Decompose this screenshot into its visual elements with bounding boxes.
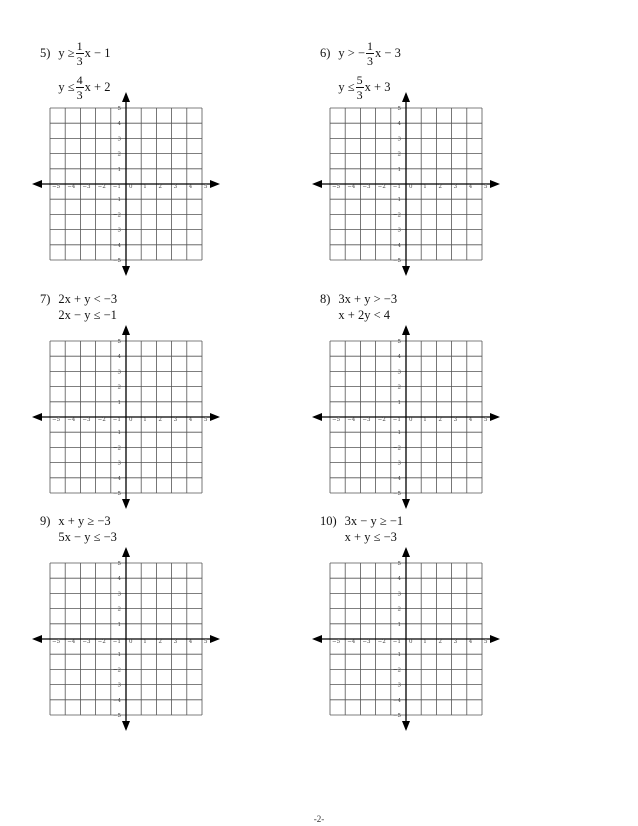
y-tick-label: 4 xyxy=(117,576,121,583)
x-axis-right-arrow-icon xyxy=(490,635,500,643)
coordinate-grid[interactable] xyxy=(306,327,518,509)
x-tick-label: 2 xyxy=(438,184,442,190)
x-tick-label: −3 xyxy=(362,417,371,423)
y-tick-label: −3 xyxy=(112,227,121,234)
x-tick-label: 2 xyxy=(438,417,442,423)
y-tick-label: −4 xyxy=(112,475,121,482)
x-tick-label: 0 xyxy=(129,184,133,190)
coordinate-grid[interactable] xyxy=(26,549,238,731)
x-axis-right-arrow-icon xyxy=(490,180,500,188)
x-tick-label: −1 xyxy=(112,417,121,423)
x-tick-label: −1 xyxy=(392,184,401,190)
y-axis-down-arrow-icon xyxy=(402,721,410,731)
x-tick-label: 4 xyxy=(468,184,473,190)
x-tick-label: 4 xyxy=(468,639,473,645)
y-tick-label: −2 xyxy=(112,667,121,674)
coordinate-grid[interactable] xyxy=(26,94,238,276)
y-tick-label: 4 xyxy=(397,354,401,361)
y-tick-label: −1 xyxy=(392,652,401,659)
y-tick-label: −5 xyxy=(392,713,401,719)
y-axis-up-arrow-icon xyxy=(402,547,410,557)
fraction xyxy=(366,40,374,67)
x-axis-right-arrow-icon xyxy=(210,180,220,188)
x-tick-label: −2 xyxy=(377,417,386,423)
fraction-numerator: 1 xyxy=(367,39,374,53)
y-axis-up-arrow-icon xyxy=(122,547,130,557)
y-tick-label: −1 xyxy=(392,430,401,437)
problem-6 xyxy=(320,39,620,264)
y-axis-up-arrow-icon xyxy=(402,92,410,102)
x-tick-label: 5 xyxy=(484,639,488,645)
x-tick-label: 4 xyxy=(188,184,193,190)
y-tick-label: 4 xyxy=(117,121,121,128)
x-axis-left-arrow-icon xyxy=(32,413,42,421)
x-axis-right-arrow-icon xyxy=(490,413,500,421)
y-tick-label: 1 xyxy=(117,166,121,173)
y-tick-label: −2 xyxy=(392,212,401,219)
inequality-text: x − 3 xyxy=(375,46,401,61)
y-tick-label: −4 xyxy=(112,242,121,249)
inequality-line-1 xyxy=(320,40,401,67)
x-tick-label: −3 xyxy=(82,417,91,423)
fraction-denominator: 3 xyxy=(76,54,83,68)
y-tick-label: 3 xyxy=(117,591,121,598)
x-tick-label: −4 xyxy=(347,184,356,190)
y-tick-label: 2 xyxy=(397,151,401,158)
fraction-denominator: 3 xyxy=(356,88,363,102)
x-tick-label: 1 xyxy=(423,639,427,645)
x-tick-label: 0 xyxy=(409,417,413,423)
x-axis-left-arrow-icon xyxy=(312,635,322,643)
x-tick-label: 4 xyxy=(188,639,193,645)
y-axis-down-arrow-icon xyxy=(122,266,130,276)
inequality-text: x + 2 xyxy=(84,80,111,95)
x-tick-label: 4 xyxy=(188,417,193,423)
x-tick-label: −4 xyxy=(67,417,76,423)
inequality-text: x + 2y < 4 xyxy=(338,308,391,322)
x-tick-label: 3 xyxy=(173,417,178,423)
x-tick-label: 0 xyxy=(129,417,133,423)
y-tick-label: 4 xyxy=(117,354,121,361)
y-tick-label: −3 xyxy=(392,227,401,234)
inequality-text: x + 3 xyxy=(364,80,391,95)
y-tick-label: −5 xyxy=(112,258,121,264)
x-axis-left-arrow-icon xyxy=(312,413,322,421)
y-tick-label: 2 xyxy=(397,606,401,613)
y-axis-up-arrow-icon xyxy=(122,92,130,102)
problem-number: 8) xyxy=(320,292,331,306)
y-axis-down-arrow-icon xyxy=(122,721,130,731)
coordinate-grid[interactable] xyxy=(26,327,238,509)
x-tick-label: −2 xyxy=(97,417,106,423)
problem-7 xyxy=(40,293,340,513)
x-tick-label: 1 xyxy=(423,417,427,423)
inequality-line-1 xyxy=(320,293,397,306)
fraction-denominator: 3 xyxy=(367,54,374,68)
x-tick-label: 5 xyxy=(204,639,208,645)
x-tick-label: 2 xyxy=(158,417,162,423)
y-tick-label: −5 xyxy=(392,491,401,497)
x-tick-label: −1 xyxy=(112,639,121,645)
fraction-numerator: 5 xyxy=(356,73,363,87)
y-axis-down-arrow-icon xyxy=(122,499,130,509)
y-tick-label: −4 xyxy=(112,697,121,704)
y-tick-label: −1 xyxy=(112,652,121,659)
y-tick-label: 4 xyxy=(397,121,401,128)
x-tick-label: −2 xyxy=(97,184,106,190)
inequality-text: y ≤ xyxy=(58,80,75,95)
y-tick-label: −2 xyxy=(112,445,121,452)
x-tick-label: 5 xyxy=(204,184,208,190)
x-axis-right-arrow-icon xyxy=(210,413,220,421)
x-tick-label: −5 xyxy=(52,639,61,645)
inequality-text: y > − xyxy=(338,46,366,61)
x-tick-label: −3 xyxy=(82,184,91,190)
inequality-text: y ≤ xyxy=(338,80,355,95)
x-tick-label: −4 xyxy=(347,417,356,423)
inequality-text: x + y ≥ −3 xyxy=(58,514,111,528)
y-tick-label: −2 xyxy=(112,212,121,219)
y-axis-down-arrow-icon xyxy=(402,499,410,509)
y-tick-label: −1 xyxy=(392,197,401,204)
y-tick-label: −3 xyxy=(112,682,121,689)
x-tick-label: 0 xyxy=(129,639,133,645)
inequality-line-2 xyxy=(320,309,390,322)
coordinate-grid[interactable] xyxy=(306,549,518,731)
y-tick-label: 2 xyxy=(397,384,401,391)
x-tick-label: 2 xyxy=(158,639,162,645)
inequality-text: 3x − y ≥ −1 xyxy=(344,514,404,528)
x-axis-right-arrow-icon xyxy=(210,635,220,643)
inequality-text: 2x + y < −3 xyxy=(58,292,118,306)
x-tick-label: −2 xyxy=(377,184,386,190)
x-tick-label: 3 xyxy=(453,639,458,645)
inequality-text: x + y ≤ −3 xyxy=(344,530,397,544)
problem-number: 5) xyxy=(40,46,51,61)
x-tick-label: −4 xyxy=(347,639,356,645)
y-tick-label: −5 xyxy=(112,713,121,719)
y-tick-label: −4 xyxy=(392,697,401,704)
y-tick-label: −3 xyxy=(392,460,401,467)
fraction-numerator: 1 xyxy=(76,39,83,53)
x-tick-label: 5 xyxy=(484,417,488,423)
y-tick-label: −2 xyxy=(392,667,401,674)
y-tick-label: −5 xyxy=(392,258,401,264)
y-tick-label: 3 xyxy=(117,136,121,143)
coordinate-grid[interactable] xyxy=(306,94,518,276)
y-tick-label: 1 xyxy=(397,166,401,173)
y-tick-label: 5 xyxy=(397,561,401,567)
x-tick-label: 3 xyxy=(173,639,178,645)
inequality-line-2 xyxy=(40,309,117,322)
x-tick-label: −2 xyxy=(97,639,106,645)
problem-9 xyxy=(40,515,340,735)
x-tick-label: −5 xyxy=(332,417,341,423)
y-tick-label: 1 xyxy=(117,621,121,628)
x-tick-label: −1 xyxy=(392,417,401,423)
y-axis-up-arrow-icon xyxy=(122,325,130,335)
inequality-line-1 xyxy=(40,293,117,306)
y-tick-label: −2 xyxy=(392,445,401,452)
page-number: -2- xyxy=(313,814,325,824)
y-tick-label: 3 xyxy=(397,591,401,598)
x-tick-label: 0 xyxy=(409,639,413,645)
y-tick-label: 5 xyxy=(117,339,121,345)
y-tick-label: 2 xyxy=(117,384,121,391)
fraction-numerator: 4 xyxy=(76,73,83,87)
x-tick-label: 2 xyxy=(438,639,442,645)
y-tick-label: −4 xyxy=(392,475,401,482)
y-tick-label: 1 xyxy=(397,399,401,406)
problem-5 xyxy=(40,39,340,264)
x-tick-label: 4 xyxy=(468,417,473,423)
y-tick-label: 2 xyxy=(117,606,121,613)
inequality-text: 2x − y ≤ −1 xyxy=(58,308,117,322)
y-tick-label: 5 xyxy=(397,106,401,112)
problem-10 xyxy=(320,515,620,735)
problem-number: 6) xyxy=(320,46,331,61)
y-tick-label: 1 xyxy=(117,399,121,406)
x-tick-label: 2 xyxy=(158,184,162,190)
x-tick-label: 1 xyxy=(143,639,147,645)
x-tick-label: −5 xyxy=(52,417,61,423)
x-tick-label: −3 xyxy=(362,639,371,645)
y-tick-label: 3 xyxy=(117,369,121,376)
x-tick-label: 3 xyxy=(453,417,458,423)
y-tick-label: 3 xyxy=(397,136,401,143)
x-tick-label: −4 xyxy=(67,639,76,645)
x-tick-label: −2 xyxy=(377,639,386,645)
y-tick-label: 5 xyxy=(117,561,121,567)
x-tick-label: 5 xyxy=(204,417,208,423)
x-tick-label: −3 xyxy=(362,184,371,190)
inequality-line-2 xyxy=(320,531,397,544)
inequality-line-1 xyxy=(320,515,403,528)
x-tick-label: 1 xyxy=(143,184,147,190)
x-tick-label: 5 xyxy=(484,184,488,190)
x-tick-label: −5 xyxy=(332,639,341,645)
x-tick-label: 3 xyxy=(453,184,458,190)
y-tick-label: −3 xyxy=(392,682,401,689)
x-tick-label: 1 xyxy=(143,417,147,423)
inequality-line-1 xyxy=(40,40,110,67)
y-axis-down-arrow-icon xyxy=(402,266,410,276)
y-tick-label: 5 xyxy=(117,106,121,112)
x-tick-label: −5 xyxy=(332,184,341,190)
y-tick-label: 4 xyxy=(397,576,401,583)
x-tick-label: 0 xyxy=(409,184,413,190)
inequality-text: 3x + y > −3 xyxy=(338,292,398,306)
problem-number: 7) xyxy=(40,292,51,306)
x-axis-left-arrow-icon xyxy=(32,635,42,643)
x-tick-label: −5 xyxy=(52,184,61,190)
x-tick-label: −1 xyxy=(112,184,121,190)
x-tick-label: 3 xyxy=(173,184,178,190)
x-tick-label: −1 xyxy=(392,639,401,645)
x-axis-left-arrow-icon xyxy=(32,180,42,188)
y-tick-label: 1 xyxy=(397,621,401,628)
inequality-text: x − 1 xyxy=(84,46,111,61)
y-tick-label: 2 xyxy=(117,151,121,158)
y-tick-label: −5 xyxy=(112,491,121,497)
x-tick-label: −3 xyxy=(82,639,91,645)
inequality-text: y ≥ xyxy=(58,46,75,61)
y-tick-label: −1 xyxy=(112,430,121,437)
inequality-text: 5x − y ≤ −3 xyxy=(58,530,117,544)
x-tick-label: 1 xyxy=(423,184,427,190)
y-axis-up-arrow-icon xyxy=(402,325,410,335)
y-tick-label: −3 xyxy=(112,460,121,467)
inequality-line-2 xyxy=(40,531,117,544)
problem-number: 9) xyxy=(40,514,51,528)
problem-number: 10) xyxy=(320,514,337,528)
y-tick-label: 5 xyxy=(397,339,401,345)
fraction-denominator: 3 xyxy=(76,88,83,102)
problem-8 xyxy=(320,293,620,513)
x-tick-label: −4 xyxy=(67,184,76,190)
x-axis-left-arrow-icon xyxy=(312,180,322,188)
y-tick-label: −1 xyxy=(112,197,121,204)
y-tick-label: 3 xyxy=(397,369,401,376)
inequality-line-1 xyxy=(40,515,111,528)
y-tick-label: −4 xyxy=(392,242,401,249)
fraction xyxy=(76,40,84,67)
